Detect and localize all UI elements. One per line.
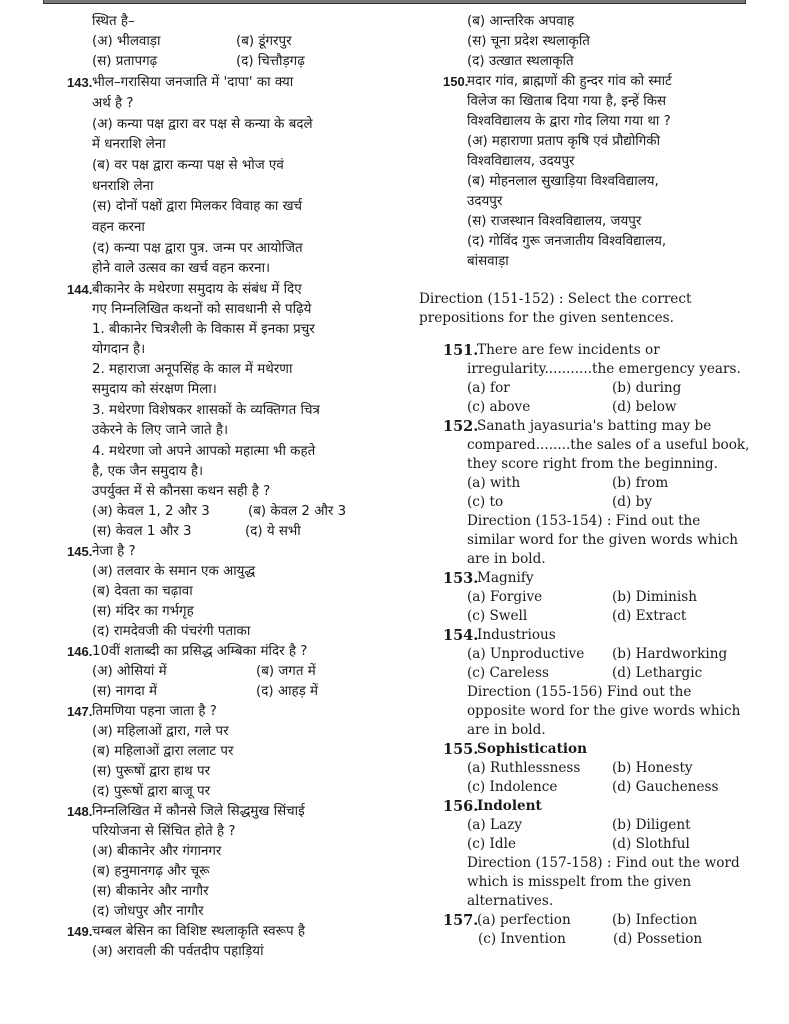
option: (ब) डूंगरपुर	[236, 34, 292, 49]
option: विश्वविद्यालय, उदयपुर	[467, 154, 575, 169]
option: (स) पुरूषों द्वारा हाथ पर	[92, 764, 211, 779]
question-text: चम्बल बेसिन का विशिष्ट स्थलाकृति स्वरूप है	[92, 924, 305, 939]
option: (c) to	[467, 494, 504, 510]
option: (c) Idle	[467, 836, 517, 852]
question-number: 150.	[443, 74, 469, 89]
direction-text: similar word for the given words which	[467, 532, 739, 548]
option: (a) Unproductive	[467, 646, 585, 662]
statement: उकेरने के लिए जाने जाते है।	[92, 423, 229, 438]
direction-text: are in bold.	[467, 722, 546, 738]
option: (b) Infection	[612, 912, 698, 928]
direction-text: opposite word for the give words which	[467, 703, 741, 719]
option: (स) केवल 1 और 3	[92, 524, 192, 539]
question-text: विश्वविद्यालय के द्वारा गोद लिया गया था ?	[467, 114, 671, 129]
question-text: परियोजना से सिंचित होते है ?	[92, 824, 236, 839]
option: (a) Forgive	[467, 589, 543, 605]
option: (स) प्रतापगढ़	[92, 54, 158, 69]
option: (अ) अरावली की पर्वतदीप पहाड़ियां	[92, 944, 264, 959]
option: (ब) केवल 2 और 3	[248, 504, 347, 519]
option: (द) उत्खात स्थलाकृति	[467, 54, 574, 69]
question-number: 157.	[443, 912, 479, 929]
question-number: 153.	[443, 570, 479, 587]
option: (d) Extract	[612, 608, 687, 624]
question-number: 156.	[443, 798, 479, 815]
option: (द) आहड़ में	[256, 684, 319, 699]
question-number: 146.	[67, 644, 93, 659]
option: (c) Swell	[467, 608, 528, 624]
question-word: Magnify	[477, 570, 534, 586]
option: (ब) जगत में	[256, 664, 316, 679]
option: (a) perfection	[477, 912, 571, 928]
statement: योगदान है।	[92, 342, 146, 357]
statement: है, एक जैन समुदाय है।	[92, 464, 204, 479]
option: (अ) महाराणा प्रताप कृषि एवं प्रौद्योगिकी	[467, 134, 661, 149]
question-text: नेजा है ?	[92, 544, 136, 559]
statement: 3. मथेरणा विशेषकर शासकों के व्यक्तिगत चित्र	[92, 403, 320, 418]
direction-text: Direction (151-152) : Select the correct	[419, 291, 692, 307]
option: (d) Slothful	[612, 836, 690, 852]
option: (अ) बीकानेर और गंगानगर	[92, 844, 222, 859]
question-text: भील–गरासिया जनजाति में 'दापा' का क्या	[92, 75, 294, 90]
direction-text: which is misspelt from the given	[467, 874, 692, 890]
option: (स) राजस्थान विश्वविद्यालय, जयपुर	[467, 214, 642, 229]
option: (a) Lazy	[467, 817, 523, 833]
question-word: Indolent	[477, 798, 542, 814]
option: (अ) महिलाओं द्वारा, गले पर	[92, 724, 229, 739]
direction-text: alternatives.	[467, 893, 554, 909]
option: (d) Lethargic	[612, 665, 703, 681]
option: (द) गोविंद गुरू जनजातीय विश्वविद्यालय,	[467, 234, 667, 249]
question-text: निम्नलिखित में कौनसे जिले सिद्धमुख सिंचाई	[92, 804, 305, 819]
question-stem-tail: स्थित है–	[92, 14, 135, 29]
option: (ब) हनुमानगढ़ और चूरू	[92, 864, 210, 879]
option: (b) from	[612, 475, 669, 491]
question-number: 154.	[443, 627, 479, 644]
option: धनराशि लेना	[92, 179, 154, 194]
statement: 2. महाराजा अनूपसिंह के काल में मथेरणा	[92, 362, 293, 377]
direction-text: Direction (153-154) : Find out the	[467, 513, 701, 529]
question-text: irregularity...........the emergency years.	[467, 361, 741, 377]
option: (c) above	[467, 399, 531, 415]
question-text: अर्थ है ?	[92, 96, 134, 111]
option: (द) ये सभी	[245, 524, 301, 539]
header-bar	[43, 0, 746, 4]
question-text: compared........the sales of a useful book,	[467, 437, 750, 453]
question-text: Sanath jayasuria's batting may be	[477, 418, 712, 434]
statement: समुदाय को संरक्षण मिला।	[92, 382, 217, 397]
option: (ब) मोहनलाल सुखाड़िया विश्वविद्यालय,	[467, 174, 659, 189]
option: (d) by	[612, 494, 653, 510]
question-text: उपर्युक्त में से कौनसा कथन सही है ?	[92, 484, 271, 499]
question-text: मदार गांव, ब्राह्मणों की हुन्दर गांव को स्मार्ट	[467, 74, 672, 89]
question-number: 147.	[67, 704, 93, 719]
option: बांसवाड़ा	[467, 254, 509, 269]
option: (ब) महिलाओं द्वारा ललाट पर	[92, 744, 234, 759]
option: (ब) वर पक्ष द्वारा कन्या पक्ष से भोज एवं	[92, 158, 284, 173]
question-number: 145.	[67, 544, 93, 559]
option: (c) Indolence	[467, 779, 558, 795]
option: (c) Invention	[478, 931, 566, 947]
option: (b) during	[612, 380, 682, 396]
question-word: Industrious	[477, 627, 556, 643]
statement: 4. मथेरणा जो अपने आपको महात्मा भी कहते	[92, 444, 316, 459]
option: (b) Hardworking	[612, 646, 728, 662]
question-text: बीकानेर के मथेरणा समुदाय के संबंध में दिए	[92, 282, 302, 297]
question-word: Sophistication	[477, 741, 588, 757]
option: (द) रामदेवजी की पंचरंगी पताका	[92, 624, 251, 639]
question-text: तिमणिया पहना जाता है ?	[92, 704, 217, 719]
question-text: 10वीं शताब्दी का प्रसिद्ध अम्बिका मंदिर है ?	[92, 644, 308, 659]
option: (d) Gaucheness	[612, 779, 719, 795]
question-number: 148.	[67, 804, 93, 819]
direction-text: Direction (155-156) Find out the	[467, 684, 692, 700]
option: (स) दोनों पक्षों द्वारा मिलकर विवाह का खर्च	[92, 199, 303, 214]
option: होने वाले उत्सव का खर्च वहन करना।	[92, 261, 271, 276]
statement: 1. बीकानेर चित्रशैली के विकास में इनका प्रचुर	[92, 322, 315, 337]
question-text: गए निम्नलिखित कथनों को सावधानी से पढ़िये	[92, 302, 312, 317]
option: (c) Careless	[467, 665, 549, 681]
option: वहन करना	[92, 220, 145, 235]
direction-text: Direction (157-158) : Find out the word	[467, 855, 740, 871]
direction-text: prepositions for the given sentences.	[419, 310, 674, 326]
direction-text: are in bold.	[467, 551, 546, 567]
option: (अ) भीलवाड़ा	[92, 34, 161, 49]
question-number: 143.	[67, 75, 93, 90]
option: (अ) कन्या पक्ष द्वारा वर पक्ष से कन्या के बदले	[92, 117, 313, 132]
option: (द) पुरूषों द्वारा बाजू पर	[92, 784, 211, 799]
option: (अ) केवल 1, 2 और 3	[92, 504, 210, 519]
question-text: There are few incidents or	[477, 342, 660, 358]
option: (a) with	[467, 475, 521, 491]
option: (स) मंदिर का गर्भगृह	[92, 604, 194, 619]
option: (ब) देवता का चढ़ावा	[92, 584, 193, 599]
question-number: 152.	[443, 418, 479, 435]
question-number: 155.	[443, 741, 479, 758]
option: में धनराशि लेना	[92, 137, 166, 152]
option: (b) Diminish	[612, 589, 697, 605]
option: (द) चित्तौड़गढ़	[236, 54, 305, 69]
option: (a) Ruthlessness	[467, 760, 581, 776]
option: (d) below	[612, 399, 677, 415]
option: (अ) तलवार के समान एक आयुद्ध	[92, 564, 256, 579]
option: (द) जोधपुर और नागौर	[92, 904, 204, 919]
option: (b) Diligent	[612, 817, 691, 833]
option: (a) for	[467, 380, 510, 396]
option: (अ) ओसियां में	[92, 664, 167, 679]
option: उदयपुर	[467, 194, 503, 209]
question-number: 149.	[67, 924, 93, 939]
option: (स) नागदा में	[92, 684, 158, 699]
option: (द) कन्या पक्ष द्वारा पुत्र. जन्म पर आयोजित	[92, 241, 303, 256]
option: (स) बीकानेर और नागौर	[92, 884, 209, 899]
question-number: 151.	[443, 342, 479, 359]
question-number: 144.	[67, 282, 93, 297]
option: (d) Possetion	[613, 931, 703, 947]
question-text: they score right from the beginning.	[467, 456, 718, 472]
option: (स) चूना प्रदेश स्थलाकृति	[467, 34, 590, 49]
option: (b) Honesty	[612, 760, 693, 776]
option: (ब) आन्तरिक अपवाह	[467, 14, 575, 29]
question-text: विलेज का खिताब दिया गया है, इन्हें किस	[467, 94, 667, 109]
